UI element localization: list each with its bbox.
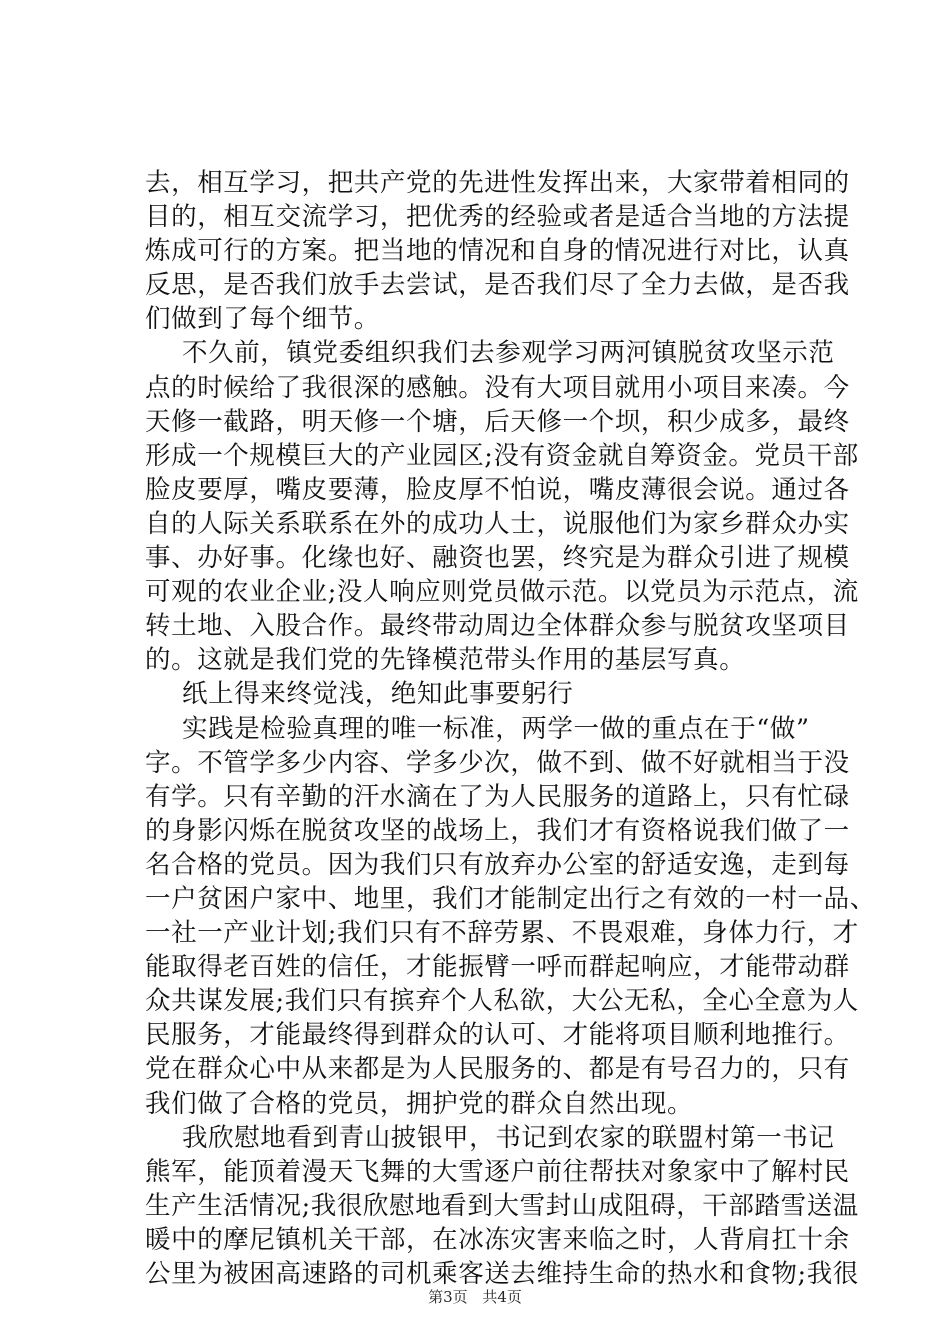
text-line: 自的人际关系联系在外的成功人士，说服他们为家乡群众办实	[145, 508, 850, 539]
text-line: 反思，是否我们放手去尝试，是否我们尽了全力去做，是否我	[145, 270, 850, 301]
text-line: 天修一截路，明天修一个塘，后天修一个坝，积少成多，最终	[145, 406, 850, 437]
text-line: 一户贫困户家中、地里，我们才能制定出行之有效的一村一品、	[145, 883, 876, 914]
text-line: 名合格的党员。因为我们只有放弃办公室的舒适安逸，走到每	[145, 849, 850, 880]
text-line: 众共谋发展;我们只有摈弃个人私欲，大公无私，全心全意为人	[145, 986, 859, 1017]
text-line: 可观的农业企业;没人响应则党员做示范。以党员为示范点，流	[145, 577, 859, 608]
text-line: 公里为被困高速路的司机乘客送去维持生命的热水和食物;我很	[145, 1259, 859, 1289]
text-line: 去，相互学习，把共产党的先进性发挥出来，大家带着相同的	[145, 168, 850, 198]
text-line: 一社一产业计划;我们只有不辞劳累、不畏艰难，身体力行，才	[145, 918, 859, 949]
text-line: 们做到了每个细节。	[145, 304, 380, 335]
page-number: 第3页	[428, 1288, 468, 1306]
page-total: 共4页	[482, 1288, 522, 1306]
paragraph-start-line: 不久前，镇党委组织我们去参观学习两河镇脱贫攻坚示范	[182, 338, 835, 369]
text-line: 能取得老百姓的信任，才能振臂一呼而群起响应，才能带动群	[145, 952, 850, 983]
text-line: 炼成可行的方案。把当地的情况和自身的情况进行对比，认真	[145, 236, 850, 267]
text-line: 我们做了合格的党员，拥护党的群众自然出现。	[145, 1088, 694, 1119]
text-line: 暖中的摩尼镇机关干部，在冰冻灾害来临之时，人背肩扛十余	[145, 1224, 850, 1255]
paragraph-start-line: 实践是检验真理的唯一标准，两学一做的重点在于“做”	[182, 713, 810, 744]
text-line: 字。不管学多少内容、学多少次，做不到、做不好就相当于没	[145, 747, 850, 778]
text-line: 党在群众心中从来都是为人民服务的、都是有号召力的，只有	[145, 1054, 850, 1085]
section-heading: 纸上得来终觉浅，绝知此事要躬行	[182, 679, 574, 710]
text-line: 民服务，才能最终得到群众的认可、才能将项目顺利地推行。	[145, 1020, 850, 1051]
text-line: 有学。只有辛勤的汗水滴在了为人民服务的道路上，只有忙碌	[145, 781, 850, 812]
text-line: 转土地、入股合作。最终带动周边全体群众参与脱贫攻坚项目	[145, 611, 850, 642]
text-line: 事、办好事。化缘也好、融资也罢，终究是为群众引进了规模	[145, 543, 850, 574]
text-line: 的。这就是我们党的先锋模范带头作用的基层写真。	[145, 645, 746, 676]
text-line: 的身影闪烁在脱贫攻坚的战场上，我们才有资格说我们做了一	[145, 815, 850, 846]
page-footer	[0, 1287, 950, 1307]
text-line: 目的，相互交流学习，把优秀的经验或者是适合当地的方法提	[145, 202, 850, 233]
text-line: 熊军，能顶着漫天飞舞的大雪逐户前往帮扶对象家中了解村民	[145, 1156, 850, 1187]
text-line: 点的时候给了我很深的感触。没有大项目就用小项目来凑。今	[145, 372, 850, 403]
body-text	[145, 166, 876, 1291]
paragraph-start-line: 我欣慰地看到青山披银甲，书记到农家的联盟村第一书记	[182, 1122, 835, 1153]
text-line: 生产生活情况;我很欣慰地看到大雪封山成阻碍，干部踏雪送温	[145, 1190, 859, 1221]
text-line: 形成一个规模巨大的产业园区;没有资金就自筹资金。党员干部	[145, 440, 859, 471]
text-line: 脸皮要厚，嘴皮要薄，脸皮厚不怕说，嘴皮薄很会说。通过各	[145, 474, 850, 505]
